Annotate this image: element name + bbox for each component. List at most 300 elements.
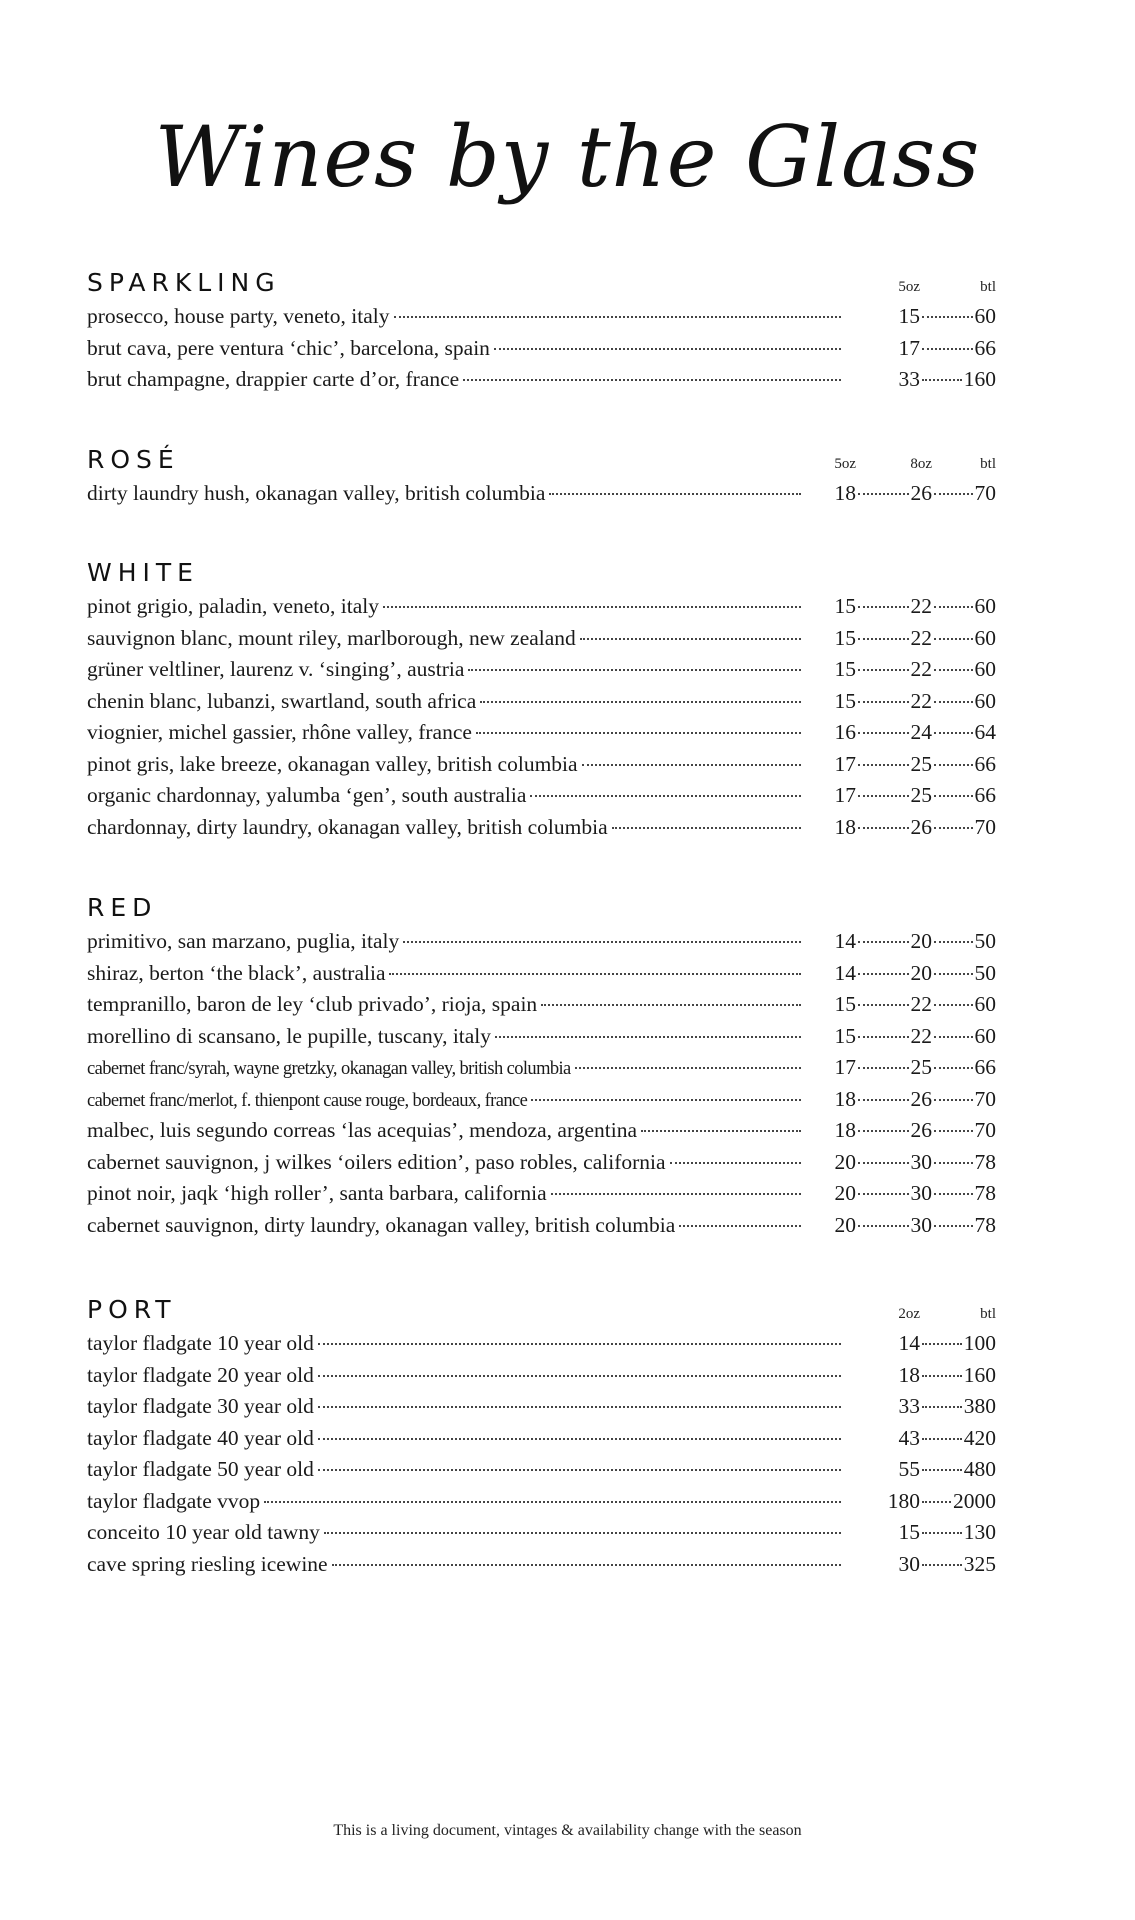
price: 130 — [963, 1520, 996, 1544]
price-cell — [932, 1210, 996, 1242]
price: 70 — [974, 481, 996, 505]
wine-name: taylor fladgate 10 year old — [87, 1331, 314, 1355]
price-cell — [804, 686, 856, 718]
price: 15 — [834, 625, 856, 650]
menu-item — [87, 1423, 996, 1455]
price-cell — [920, 1454, 996, 1486]
price-cell — [844, 1328, 920, 1360]
price: 14 — [834, 929, 856, 953]
dot-leader — [318, 1375, 841, 1377]
dot-leader — [858, 1130, 909, 1132]
dot-leader — [612, 827, 801, 829]
price: 70 — [974, 814, 996, 839]
dot-leader — [858, 764, 909, 766]
price: 25 — [910, 1055, 932, 1079]
price: 480 — [963, 1457, 996, 1481]
price-cell — [856, 958, 932, 990]
price: 20 — [834, 1212, 856, 1237]
price: 26 — [910, 481, 932, 505]
price-cell — [804, 1178, 856, 1210]
dot-leader — [934, 1099, 973, 1101]
dot-leader — [922, 1532, 962, 1534]
dot-leader — [480, 701, 801, 703]
price-cell — [804, 780, 856, 812]
price: 100 — [963, 1331, 996, 1355]
price-cell — [804, 749, 856, 781]
dot-leader — [934, 1067, 973, 1069]
price-cell — [856, 1210, 932, 1242]
price-cell — [932, 780, 996, 812]
price: 50 — [974, 929, 996, 953]
menu-item — [87, 926, 996, 958]
price-cell — [804, 812, 856, 844]
price: 15 — [898, 1520, 920, 1544]
dot-leader — [530, 795, 801, 797]
price: 16 — [834, 720, 856, 744]
price: 43 — [898, 1425, 920, 1450]
price-cell — [920, 1328, 996, 1360]
price-cell — [844, 364, 920, 396]
wine-name: shiraz, berton ‘the black’, australia — [87, 960, 386, 985]
dot-leader — [858, 638, 909, 640]
dot-leader — [934, 941, 973, 943]
price-column-headers — [844, 279, 996, 296]
price: 30 — [910, 1181, 932, 1205]
wine-name: grüner veltliner, laurenz v. ‘singing’, austria — [87, 657, 465, 681]
price: 20 — [910, 929, 932, 953]
menu-item — [87, 1517, 996, 1549]
price-cell — [932, 717, 996, 749]
dot-leader — [922, 316, 973, 318]
price: 70 — [974, 1086, 996, 1111]
price-cell — [844, 1454, 920, 1486]
dot-leader — [934, 732, 973, 734]
dot-leader — [403, 941, 801, 943]
dot-leader — [858, 1193, 909, 1195]
price: 66 — [974, 751, 996, 776]
price: 26 — [910, 814, 932, 839]
price-cell — [844, 1391, 920, 1423]
dot-leader — [463, 379, 841, 381]
price-cell — [932, 958, 996, 990]
dot-leader — [922, 1438, 962, 1440]
menu-item — [87, 654, 996, 686]
price-cell — [920, 1517, 996, 1549]
price: 22 — [910, 1023, 932, 1048]
dot-leader — [934, 973, 973, 975]
dot-leader — [934, 827, 973, 829]
price: 33 — [898, 367, 920, 391]
price-cell — [920, 1360, 996, 1392]
footer-note: This is a living document, vintages & availability change with the season — [333, 1822, 802, 1839]
price-cell — [804, 1021, 856, 1053]
menu-item — [87, 333, 996, 365]
wine-name: chenin blanc, lubanzi, swartland, south africa — [87, 688, 477, 713]
price-cell — [804, 623, 856, 655]
wine-name: taylor fladgate 30 year old — [87, 1394, 314, 1418]
dot-leader — [324, 1532, 841, 1534]
wine-name: taylor fladgate vvop — [87, 1488, 261, 1513]
menu-item — [87, 1084, 996, 1116]
price: 60 — [974, 625, 996, 650]
price: 15 — [898, 304, 920, 328]
menu-item — [87, 989, 996, 1021]
dot-leader — [318, 1469, 841, 1471]
column-header: 2oz — [898, 1306, 920, 1322]
dot-leader — [679, 1225, 801, 1227]
dot-leader — [476, 732, 801, 734]
price: 33 — [898, 1394, 920, 1418]
price: 66 — [974, 783, 996, 807]
menu-item — [87, 591, 996, 623]
dot-leader — [858, 795, 909, 797]
price: 25 — [910, 751, 932, 776]
dot-leader — [858, 1099, 909, 1101]
menu-item — [87, 717, 996, 749]
price: 22 — [910, 688, 932, 713]
menu-item — [87, 1549, 996, 1581]
dot-leader — [264, 1501, 841, 1503]
price-cell — [932, 1147, 996, 1179]
menu-item — [87, 958, 996, 990]
section-title: WHITE — [87, 558, 199, 587]
section-red — [87, 890, 996, 1241]
dot-leader — [934, 795, 973, 797]
menu-item — [87, 1391, 996, 1423]
price: 26 — [910, 1086, 932, 1111]
price-cell — [856, 1084, 932, 1116]
wine-name: sauvignon blanc, mount riley, marlborough, new zealand — [87, 625, 576, 650]
dot-leader — [922, 1501, 951, 1503]
price: 78 — [974, 1212, 996, 1237]
price-column-headers — [804, 456, 996, 473]
column-header: 5oz — [898, 279, 920, 295]
price: 160 — [963, 1362, 996, 1387]
dot-leader — [670, 1162, 801, 1164]
price-cell — [932, 1021, 996, 1053]
price-cell — [804, 1084, 856, 1116]
menu-item — [87, 1115, 996, 1147]
menu-item — [87, 1360, 996, 1392]
price: 420 — [963, 1425, 996, 1450]
price-cell — [932, 926, 996, 958]
menu-item — [87, 780, 996, 812]
dot-leader — [582, 764, 801, 766]
price: 380 — [963, 1394, 996, 1418]
menu-item — [87, 686, 996, 718]
dot-leader — [318, 1406, 841, 1408]
dot-leader — [934, 1162, 973, 1164]
price-cell — [932, 623, 996, 655]
price-cell — [856, 1115, 932, 1147]
dot-leader — [934, 638, 973, 640]
section-title: RED — [87, 893, 158, 922]
dot-leader — [934, 701, 973, 703]
price: 30 — [910, 1149, 932, 1174]
price-cell — [804, 926, 856, 958]
wine-name: primitivo, san marzano, puglia, italy — [87, 929, 400, 953]
dot-leader — [922, 1375, 962, 1377]
dot-leader — [934, 1130, 973, 1132]
dot-leader — [934, 493, 973, 495]
price-cell — [844, 1423, 920, 1455]
price-cell — [856, 686, 932, 718]
price-cell — [804, 717, 856, 749]
dot-leader — [494, 348, 841, 350]
price: 15 — [834, 1023, 856, 1048]
dot-leader — [394, 316, 842, 318]
dot-leader — [468, 669, 801, 671]
price-cell — [920, 364, 996, 396]
price-cell — [804, 591, 856, 623]
dot-leader — [318, 1343, 841, 1345]
price: 160 — [963, 367, 996, 391]
price: 2000 — [953, 1488, 996, 1513]
price-cell — [856, 926, 932, 958]
dot-leader — [858, 1225, 909, 1227]
price-cell — [932, 989, 996, 1021]
menu-item — [87, 1210, 996, 1242]
price: 180 — [887, 1488, 920, 1513]
menu-item — [87, 749, 996, 781]
price-cell — [932, 478, 996, 510]
price-cell — [856, 1021, 932, 1053]
price: 17 — [834, 751, 856, 776]
price-cell — [804, 1115, 856, 1147]
price-cell — [932, 591, 996, 623]
wine-name: conceito 10 year old tawny — [87, 1520, 320, 1544]
dot-leader — [922, 1564, 962, 1566]
price: 22 — [910, 594, 932, 618]
price-cell — [932, 1115, 996, 1147]
wine-name: tempranillo, baron de ley ‘club privado’, rioja, spain — [87, 992, 538, 1016]
section-header — [87, 890, 996, 926]
dot-leader — [318, 1438, 841, 1440]
price: 60 — [974, 594, 996, 618]
dot-leader — [858, 827, 909, 829]
column-header: btl — [980, 456, 996, 472]
menu-item — [87, 364, 996, 396]
wine-name: chardonnay, dirty laundry, okanagan valley, british columbia — [87, 814, 608, 839]
price-cell — [920, 1486, 996, 1518]
section-header — [87, 442, 996, 478]
price-cell — [920, 1423, 996, 1455]
price-cell — [804, 478, 856, 510]
price: 60 — [974, 657, 996, 681]
price-cell — [856, 780, 932, 812]
dot-leader — [858, 941, 909, 943]
price-cell — [856, 749, 932, 781]
price-cell — [856, 654, 932, 686]
wine-name: pinot grigio, paladin, veneto, italy — [87, 594, 379, 618]
dot-leader — [641, 1130, 801, 1132]
price-cell — [856, 478, 932, 510]
price-cell — [932, 686, 996, 718]
price-cell — [856, 1052, 932, 1084]
price: 22 — [910, 992, 932, 1016]
wine-name: taylor fladgate 50 year old — [87, 1457, 314, 1481]
section-sparkling — [87, 265, 996, 396]
dot-leader — [934, 1036, 973, 1038]
price-cell — [844, 301, 920, 333]
price-cell — [932, 1178, 996, 1210]
dot-leader — [858, 732, 909, 734]
price: 325 — [963, 1551, 996, 1576]
menu-item — [87, 1021, 996, 1053]
dot-leader — [922, 379, 962, 381]
section-header — [87, 265, 996, 301]
menu-item — [87, 623, 996, 655]
dot-leader — [580, 638, 801, 640]
price-cell — [932, 749, 996, 781]
dot-leader — [495, 1036, 801, 1038]
dot-leader — [332, 1564, 841, 1566]
wine-name: pinot noir, jaqk ‘high roller’, santa barbara, california — [87, 1181, 547, 1205]
menu-item — [87, 1454, 996, 1486]
price-cell — [804, 1210, 856, 1242]
menu-item — [87, 478, 996, 510]
price: 64 — [974, 720, 996, 744]
wine-name: organic chardonnay, yalumba ‘gen’, south australia — [87, 783, 527, 807]
price: 30 — [910, 1212, 932, 1237]
dot-leader — [934, 606, 973, 608]
wine-name: morellino di scansano, le pupille, tuscany, italy — [87, 1023, 492, 1048]
dot-leader — [858, 493, 909, 495]
section-title: SPARKLING — [87, 268, 281, 297]
price-cell — [844, 1549, 920, 1581]
dot-leader — [858, 701, 909, 703]
price-cell — [920, 1549, 996, 1581]
price-cell — [844, 1517, 920, 1549]
price: 15 — [834, 688, 856, 713]
price: 18 — [898, 1362, 920, 1387]
menu-item — [87, 1328, 996, 1360]
price-cell — [920, 1391, 996, 1423]
wine-name: brut cava, pere ventura ‘chic’, barcelona, spain — [87, 335, 490, 360]
price: 14 — [898, 1331, 920, 1355]
price: 18 — [834, 1086, 856, 1111]
dot-leader — [934, 1004, 973, 1006]
menu-item — [87, 812, 996, 844]
wine-name: malbec, luis segundo correas ‘las acequias’, mendoza, argentina — [87, 1118, 638, 1142]
dot-leader — [934, 764, 973, 766]
price: 70 — [974, 1118, 996, 1142]
dot-leader — [541, 1004, 801, 1006]
dot-leader — [858, 669, 909, 671]
price-cell — [932, 812, 996, 844]
price: 20 — [910, 960, 932, 985]
dot-leader — [858, 1004, 909, 1006]
price-cell — [856, 989, 932, 1021]
column-header: 5oz — [834, 456, 856, 472]
wine-name: taylor fladgate 20 year old — [87, 1362, 314, 1387]
price: 15 — [834, 992, 856, 1016]
price: 60 — [974, 688, 996, 713]
menu-item — [87, 1178, 996, 1210]
price: 18 — [834, 481, 856, 505]
price-cell — [856, 1178, 932, 1210]
column-header: 8oz — [910, 456, 932, 472]
price-cell — [804, 654, 856, 686]
dot-leader — [389, 973, 801, 975]
menu-item — [87, 301, 996, 333]
menu-item — [87, 1052, 996, 1084]
price-cell — [932, 1052, 996, 1084]
column-header: btl — [980, 1306, 996, 1322]
section-port — [87, 1292, 996, 1580]
dot-leader — [575, 1067, 801, 1069]
menu-item — [87, 1486, 996, 1518]
wine-name: dirty laundry hush, okanagan valley, british columbia — [87, 481, 546, 505]
price: 22 — [910, 625, 932, 650]
dot-leader — [531, 1099, 801, 1101]
price-cell — [804, 958, 856, 990]
wine-name: pinot gris, lake breeze, okanagan valley, british columbia — [87, 751, 578, 776]
price: 14 — [834, 960, 856, 985]
price-cell — [932, 654, 996, 686]
price-cell — [804, 1147, 856, 1179]
price: 18 — [834, 814, 856, 839]
dot-leader — [858, 606, 909, 608]
wine-name: cave spring riesling icewine — [87, 1551, 328, 1576]
dot-leader — [551, 1193, 801, 1195]
price: 60 — [974, 304, 996, 328]
price: 15 — [834, 657, 856, 681]
price-cell — [856, 717, 932, 749]
dot-leader — [922, 348, 973, 350]
section-header — [87, 555, 996, 591]
dot-leader — [934, 1193, 973, 1195]
dot-leader — [383, 606, 801, 608]
price-cell — [856, 812, 932, 844]
price: 66 — [974, 1055, 996, 1079]
price: 25 — [910, 783, 932, 807]
dot-leader — [858, 1036, 909, 1038]
wine-name: prosecco, house party, veneto, italy — [87, 304, 390, 328]
price-cell — [844, 333, 920, 365]
section-title: ROSÉ — [87, 445, 180, 474]
dot-leader — [922, 1406, 962, 1408]
wine-name: cabernet sauvignon, dirty laundry, okanagan valley, british columbia — [87, 1212, 676, 1237]
dot-leader — [922, 1469, 962, 1471]
price-cell — [804, 1052, 856, 1084]
price: 17 — [898, 335, 920, 360]
dot-leader — [934, 669, 973, 671]
price-cell — [804, 989, 856, 1021]
price: 50 — [974, 960, 996, 985]
price: 17 — [834, 1055, 856, 1079]
price: 15 — [834, 594, 856, 618]
price-cell — [856, 1147, 932, 1179]
price: 24 — [910, 720, 932, 744]
price: 18 — [834, 1118, 856, 1142]
dot-leader — [934, 1225, 973, 1227]
section-title: PORT — [87, 1295, 177, 1324]
section-header — [87, 1292, 996, 1328]
price-cell — [844, 1486, 920, 1518]
wine-name: taylor fladgate 40 year old — [87, 1425, 314, 1450]
wine-name: cabernet franc/syrah, wayne gretzky, okanagan valley, british columbia — [87, 1059, 571, 1079]
wine-name: cabernet franc/merlot, f. thienpont cause rouge, bordeaux, france — [87, 1090, 528, 1111]
price: 20 — [834, 1149, 856, 1174]
dot-leader — [922, 1343, 962, 1345]
price-cell — [856, 623, 932, 655]
price: 78 — [974, 1181, 996, 1205]
wine-name: viognier, michel gassier, rhône valley, france — [87, 720, 472, 744]
page-title: Wines by the Glass — [154, 108, 981, 206]
wine-name: brut champagne, drappier carte d’or, france — [87, 367, 460, 391]
price: 26 — [910, 1118, 932, 1142]
